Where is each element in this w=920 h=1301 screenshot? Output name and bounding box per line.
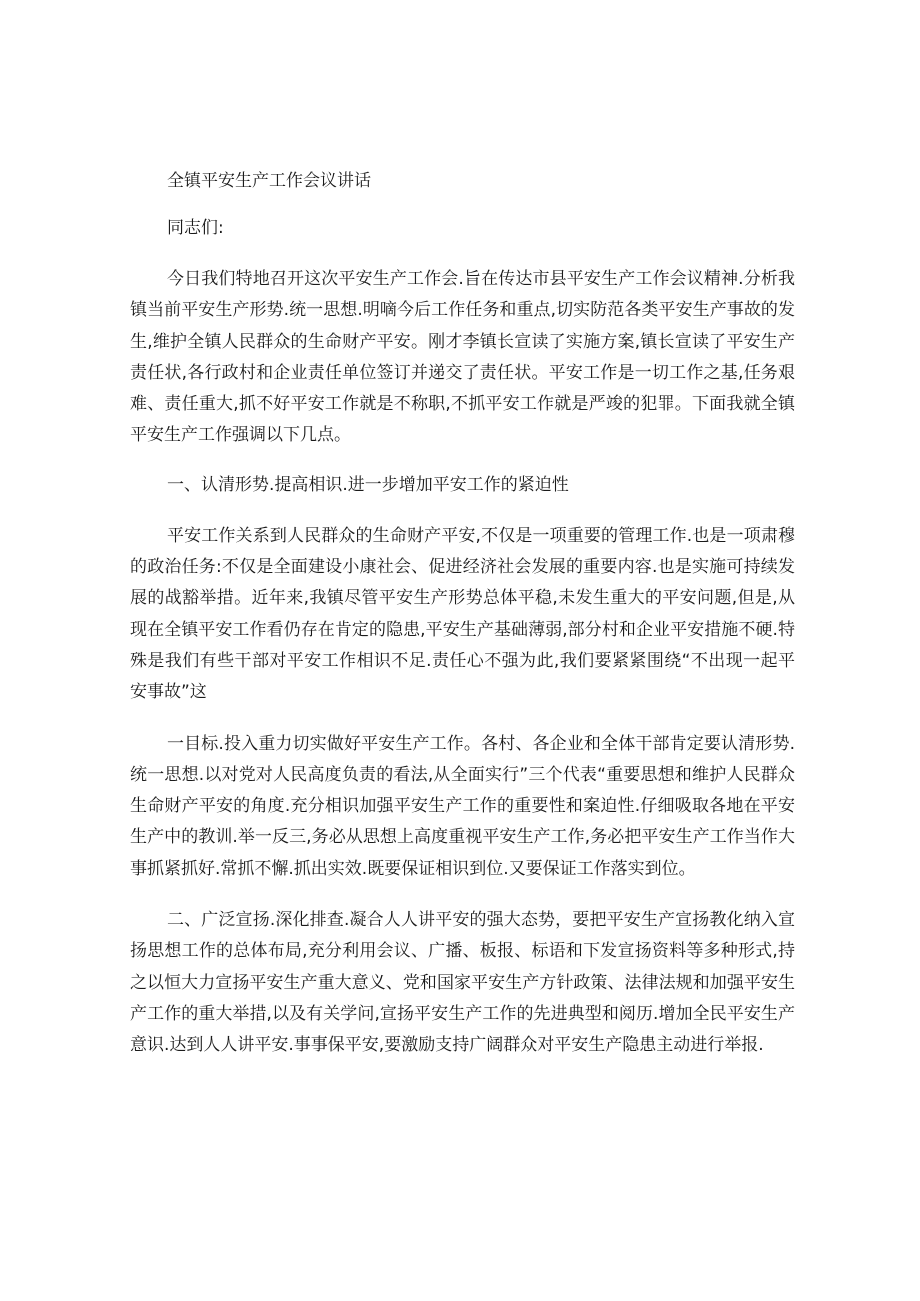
salutation: 同志们: [167, 218, 224, 238]
paragraph-intro: 今日我们特地召开这次平安生产工作会.旨在传达市县平安生产工作会议精神.分析我镇当前平安生产形势.统一思想.明嘀今后工作任务和重点,切实防范各类平安生产事故的发生,维护全镇人民群众的生命财产平安。刚才李镇长宣读了实施方案,镇长宣读了平安生产责任状,各行政村和企业责任单位签订并递交了责任状。平安工作是一切工作之基,任务艰难、责任重大,抓不好平安工作就是不称职,不抓平安工作就是严竣的犯罪。下面我就全镇平安生产工作强调以下几点。 [130, 269, 795, 446]
document-title: 全镇平安生产工作会议讲话 [167, 171, 371, 191]
paragraph-section-2: 二、广泛宣扬.深化排查.凝合人人讲平安的强大态势，要把平安生产宣扬教化纳入宣扬思想工作的总体布局,充分利用会议、广播、板报、标语和下发宣扬资料等多种形式,持之以恒大力宣扬平安生产重大意义、党和国家平安生产方针政策、法律法规和加强平安生产工作的重大举措,以及有关学问,宣扬平安生产工作的先进典型和阅历.增加全民平安生产意识.达到人人讲平安.事事保平安,要激励支持广阔群众对平安生产隐患主动进行举报. [130, 910, 795, 1056]
document-page [130, 168, 795, 1082]
paragraph-section-1-a: 平安工作关系到人民群众的生命财产平安,不仅是一项重要的管理工作.也是一项肃穆的政治任务:不仅是全面建设小康社会、促进经济社会发展的重要内容.也是实施可持续发展的战豁举措。近年来,我镇尽管平安生产形势总体平稳,未发生重大的平安问题,但是,从现在全镇平安工作看仍存在肯定的隐患,平安生产基础薄弱,部分村和企业平安措施不硬.特殊是我们有些干部对平安工作相识不足.责任心不强为此,我们要紧紧围绕“不出现一起平安事故”这 [130, 525, 795, 703]
paragraph-section-1-b: 一目标.投入重力切实做好平安生产工作。各村、各企业和全体干部肯定要认清形势.统一思想.以对党对人民高度负责的看法,从全面实行”三个代表“重要思想和维护人民群众生命财产平安的角度.充分相识加强平安生产工作的重要性和案迫性.仔细吸取各地在平安生产中的教训.举一反三,务必从思想上高度重视平安生产工作,务必把平安生产工作当作大事抓紧抓好.常抓不懈.抓出实效.既要保证相识到位.又要保证工作落实到位。 [130, 733, 795, 879]
section-heading-1: 一、认清形势.提高相识.进一步增加平安工作的紧迫性 [167, 474, 569, 495]
